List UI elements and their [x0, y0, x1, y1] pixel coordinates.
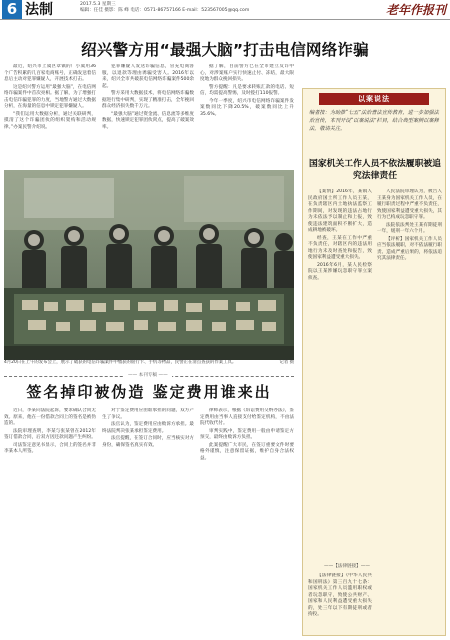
article2-headline: 签名掉印被伪造 鉴定费用谁来出: [26, 383, 272, 401]
news-photo: [4, 170, 294, 360]
article1-column-1: [4, 64, 96, 168]
paragraph: 对于鉴定费用应由谁承担的问题，双方产生了争议。: [102, 408, 194, 420]
paragraph: 律师表示，根据《诉讼费用交纳办法》，鉴定费用由当事人直接支付给鉴定机构，不由法院代收代付。: [200, 408, 294, 426]
newspaper-name: 老年作报刊: [385, 3, 446, 17]
issue-date: 2017.5.3 星期三: [80, 2, 116, 7]
sidebar-intro: 编者按：为助推“七五”法治普法宣传教育，进一步加强法治宣传，本刊开设“以案说法”栏目，结合典型案例以案释法，敬请关注。: [309, 110, 439, 133]
paragraph: 法官提醒，在签订合同时，应当核实对方身份，确保签名真实有效。: [102, 436, 194, 448]
sidebar-column-1: [308, 189, 372, 559]
article1-column-2: [102, 64, 194, 168]
article1-headline: 绍兴警方用“最强大脑”打击电信网络诈骗: [81, 41, 369, 59]
paragraph: 【法律链接】《中华人民共和国刑法》第三百九十七条：国家机关工作人员滥用职权或者玩忽职守，致使公共财产、国家和人民利益遭受重大损失的，处三年以下有期徒刑或者拘役。: [308, 573, 372, 617]
paragraph: 据了解，目前警方已在全市建立反诈中心，对涉案账户实行快速止付、冻结，最大限度地为群众挽回损失。: [200, 64, 294, 82]
photo-illustration: [4, 170, 294, 360]
paragraph: 法院审理查明，李某与张某曾在2012年签订借款合同，后双方因还款问题产生纠纷。: [4, 428, 96, 440]
paragraph: 近日，李某向法院起诉，要求确认合同无效。原来，他在一份借款合同上的签名是被伪造的。: [4, 408, 96, 426]
paragraph: 警方提醒：凡是要求转账汇款的电话、短信，均需提高警惕，及时拨打110报警。: [200, 84, 294, 96]
paragraph: “我们运用大数据分析，通过关联研判，摸清了这个诈骗团伙的组织架构和活动规律。”办案民警介绍说。: [4, 111, 96, 130]
page-number: 6: [2, 0, 22, 19]
issue-contacts: 编辑：任佳 摄影：陈 峰 电话：0571-86757166 E-mail：523567005@qq.com: [80, 8, 250, 13]
sidebar-box: [302, 88, 446, 636]
paragraph: 司法鉴定意见书显示，合同上的签名并非李某本人所签。: [4, 442, 96, 454]
sidebar-headline: 国家机关工作人员不依法履职被追究法律责任: [309, 159, 441, 181]
paragraph: 这是绍兴警方运用“最强大脑”，在电信网络诈骗案件中首次亮相。据了解，为了增强打击电信诈骗犯罪的力度，当地警方通过大数据分析，在海量的信息中锁定犯罪嫌疑人。: [4, 84, 96, 109]
paragraph: 警方采用大数据技术，将电信网络诈骗数据进行集中研判，实现了精准打击，全年挽回群众经济损失数千万元。: [102, 91, 194, 109]
article1-column-3: [200, 64, 294, 168]
paragraph: 最近，绍兴市上虞区章镇的厂小虞用36个广告积累的几百家电商账号，正确发送着信息后主动对犯罪嫌疑人，开展技术打击。: [4, 64, 96, 82]
paragraph: 经查，王某在工作中严重不负责任，对辖区内的违法用地行为未及时查处和报告，致使国家利益遭受重大损失。: [308, 235, 372, 260]
sidebar-column-3: [308, 573, 372, 631]
photo-caption: [4, 360, 294, 366]
article2-column-2: [102, 408, 194, 636]
paragraph: 犯罪嫌疑人发送诈骗信息，冒充电商客服，以退款等理由诱骗受害人。2016年以来，绍兴全市共破获电信网络诈骗案件500余起。: [102, 64, 194, 89]
issue-meta: [80, 2, 249, 14]
paragraph: 2016年6月，某人民检察院以王某涉嫌玩忽职守罪立案侦查。: [308, 262, 372, 281]
paragraph: 法院依法判处王某有期徒刑一年，缓刑一年六个月。: [377, 222, 442, 234]
masthead: [0, 0, 450, 20]
sidebar-title: 以案说法: [319, 93, 429, 105]
paragraph: 今年一季度，绍兴市电信网络诈骗案件发案数同比下降20.5%，破案数同比上升35.6%。: [200, 98, 294, 117]
divider-tag: —— 本刊专稿 ——: [124, 372, 172, 380]
paragraph: 此案提醒广大市民，在签订重要文件时要格外谨慎，注意保留证据，维护自身合法权益。: [200, 442, 294, 461]
photo-credit: 记者 摄: [279, 360, 294, 365]
section-divider: [4, 372, 294, 380]
section-title: 法制: [25, 2, 53, 18]
paragraph: 法官认为，鉴定费用应由败诉方承担。最终法院判决张某承担鉴定费用。: [102, 422, 194, 434]
legal-link-divider: ——【法律链接】——: [324, 564, 370, 569]
caption-text: 4月20日在上午的发布会上，展示了破获的电信诈骗案件中缴获的银行卡、手机等物品，民警正在清点查获的作案工具。: [4, 360, 237, 365]
paragraph: 审判实践中，鉴定费用一般由申请鉴定方预交，最终由败诉方负担。: [200, 428, 294, 440]
article2-column-1: [4, 408, 96, 636]
sidebar-column-2: [377, 189, 442, 629]
paragraph: 【评析】国家机关工作人员应当依法履职，对不依法履行职责、造成严重后果的，将依法追究其法律责任。: [377, 236, 442, 261]
article2-column-3: [200, 408, 294, 636]
paragraph: “最强大脑”通过资金流、信息流等多维度数据，快速锁定犯罪团伙窝点，提高了破案效率。: [102, 111, 194, 130]
paragraph: 人民法院审理认为，被告人王某身为国家机关工作人员，在履行职责过程中严重不负责任，致使国家利益遭受重大损失，其行为已构成玩忽职守罪。: [377, 189, 442, 220]
paragraph: 【案情】2016年，某镇人民政府国土所工作人员王某，在负责辖区内土地执法监察工作期间，对发现的违法占地行为未依法予以制止和上报，致使违法建筑面积不断扩大，造成耕地被破坏。: [308, 189, 372, 233]
